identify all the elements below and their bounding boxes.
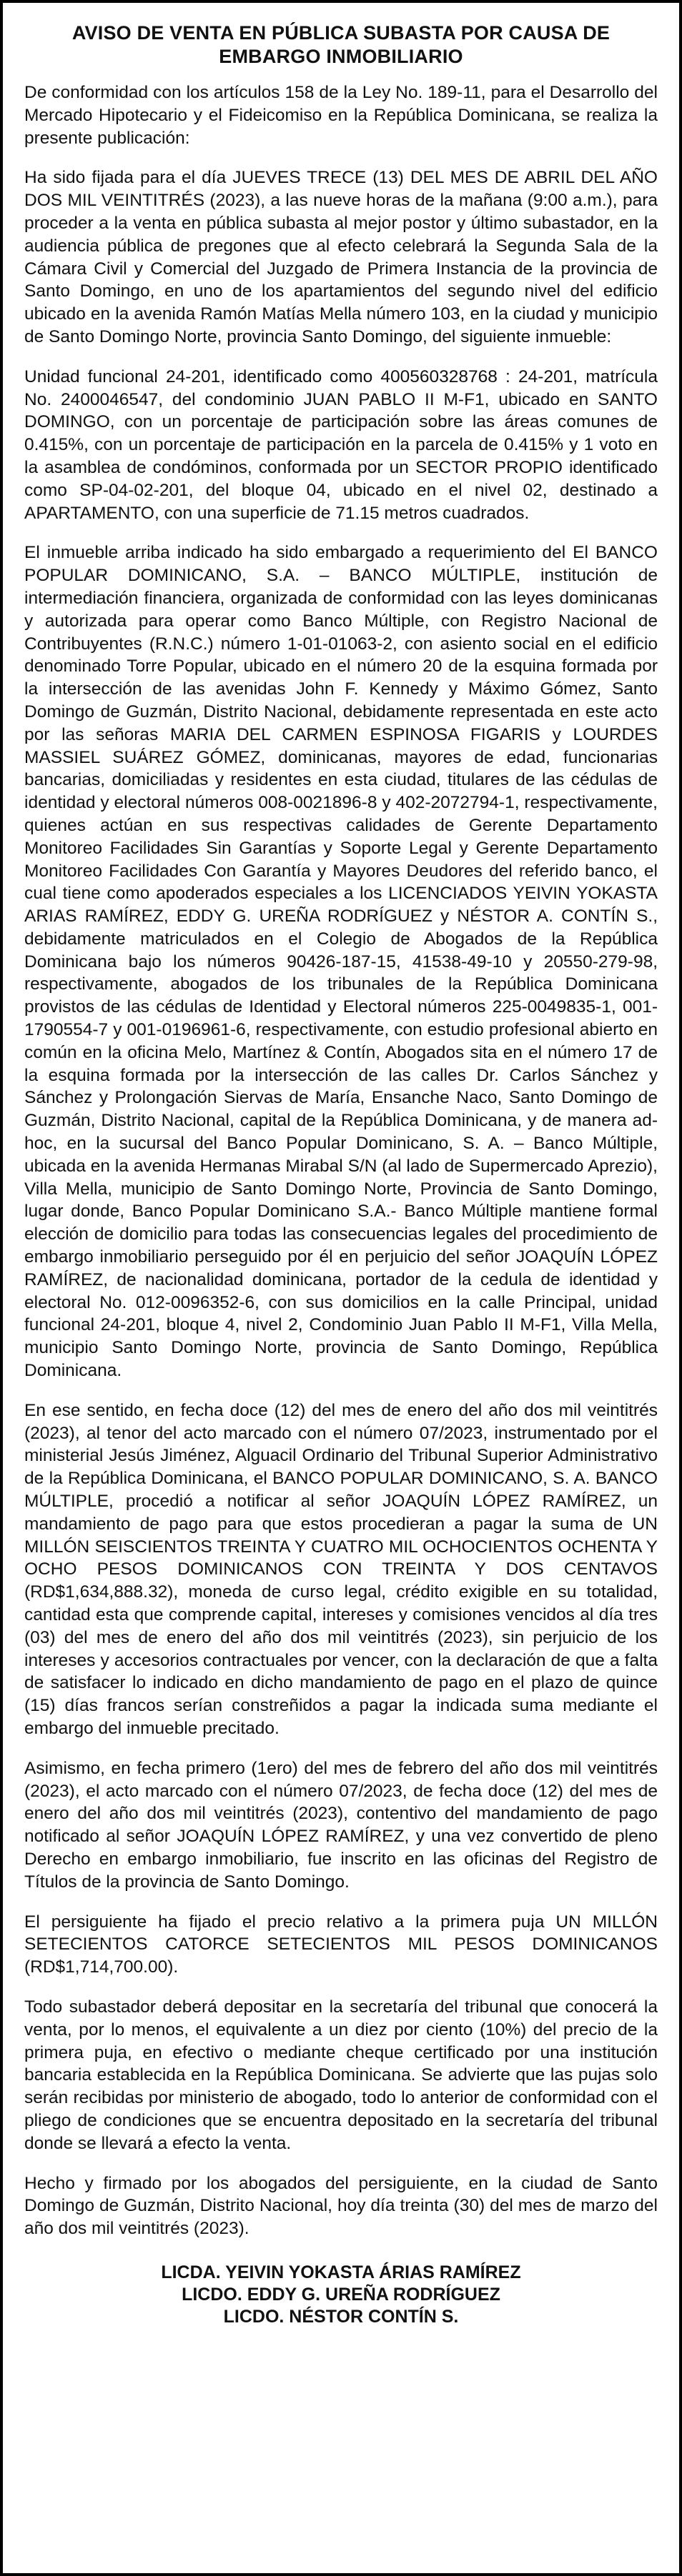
notice-title: AVISO DE VENTA EN PÚBLICA SUBASTA POR CAUSA DE EMBARGO INMOBILIARIO bbox=[71, 22, 611, 67]
signature-block bbox=[24, 2262, 658, 2328]
paragraph-registration: Asimismo, en fecha primero (1ero) del mes de febrero del año dos mil veintitrés (2023), el acto marcado con el número 07/2023, de fecha doce (12) del mes de enero del año dos mil veintitrés (2023), contentivo del mandamiento de pago notificado al señor JOAQUÍN LÓPEZ RAMÍREZ, y una vez convertido de pleno Derecho en embargo inmobiliario, fue inscrito en las oficinas del Registro de Títulos de la provincia de Santo Domingo. bbox=[24, 1758, 658, 1892]
paragraph-seizing-party: El inmueble arriba indicado ha sido embargado a requerimiento del El BANCO POPULAR DOMINICANO, S.A. – BANCO MÚLTIPLE, institución de intermediación financiera, organizada de conformidad con las leyes dominicanas y autorizada para operar como Banco Múltiple, con Registro Nacional de Contribuyentes (R.N.C.) número 1-01-01063-2, con asiento social en el edificio denominado Torre Popular, ubicado en el número 20 de la esquina formada por la intersección de las avenidas John F. Kennedy y Máximo Gómez, Santo Domingo de Guzmán, Distrito Nacional, debidamente representada en este acto por las señoras MARIA DEL CARMEN ESPINOSA FIGARIS y LOURDES MASSIEL SUÁREZ GÓMEZ, dominicanas, mayores de edad, funcionarias bancarias, domiciliadas y residentes en esta ciudad, titulares de las cédulas de identidad y electoral números 008-0021896-8 y 402-2072794-1, respectivamente, quienes actúan en sus respectivas calidades de Gerente Departamento Monitoreo Facilidades Sin Garantías y Soporte Legal y Gerente Departamento Monitoreo Facilidades Con Garantía y Mayores Deudores del referido banco, el cual tiene como apoderados especiales a los LICENCIADOS YEIVIN YOKASTA ARIAS RAMÍREZ, EDDY G. UREÑA RODRÍGUEZ y NÉSTOR A. CONTÍN S., debidamente matriculados en el Colegio de Abogados de la República Dominicana bajo los números 90426-187-15, 41538-49-10 y 20550-279-98, respectivamente, abogados de los tribunales de la República Dominicana provistos de las cédulas de Identidad y Electoral números 225-0049835-1, 001-1790554-7 y 001-0196961-6, respectivamente, con estudio profesional abierto en común en la oficina Melo, Martínez & Contín, Abogados sita en el número 17 de la esquina formada por la intersección de las calles Dr. Carlos Sánchez y Sánchez y Prolongación Siervas de María, Ensanche Naco, Santo Domingo de Guzmán, Distrito Nacional, capital de la República Dominicana, y de manera ad-hoc, en la sucursal del Banco Popular Dominicano, S. A. – Banco Múltiple, ubicada en la avenida Hermanas Mirabal S/N (al lado de Supermercado Aprezio), Villa Mella, municipio de Santo Domingo Norte, Provincia de Santo Domingo, lugar donde, Banco Popular Dominicano S.A.- Banco Múltiple mantiene formal elección de domicilio para todas las consecuencias legales del procedimiento de embargo inmobiliario perseguido por él en perjuicio del señor JOAQUÍN LÓPEZ RAMÍREZ, de nacionalidad dominicana, portador de la cedula de identidad y electoral No. 012-0096352-6, con sus domicilios en la calle Principal, unidad funcional 24-201, bloque 4, nivel 2, Condominio Juan Pablo II M-F1, Villa Mella, municipio Santo Domingo Norte, provincia de Santo Domingo, República Dominicana. bbox=[24, 543, 658, 1381]
paragraph-starting-price: El persiguiente ha fijado el precio relativo a la primera puja UN MILLÓN SETECIENTOS CATORCE SETECIENTOS MIL PESOS DOMINICANOS (RD$1,714,700.00). bbox=[24, 1912, 658, 1977]
signature-name: LICDA. YEIVIN YOKASTA ÁRIAS RAMÍREZ bbox=[161, 2262, 521, 2282]
paragraph-payment-order: En ese sentido, en fecha doce (12) del mes de enero del año dos mil veintitrés (2023), al tenor del acto marcado con el número 07/2023, instrumentado por el ministerial Jesús Jiménez, Alguacil Ordinario del Tribunal Superior Administrativo de la República Dominicana, el BANCO POPULAR DOMINICANO, S. A. BANCO MÚLTIPLE, procedió a notificar al señor JOAQUÍN LÓPEZ RAMÍREZ, un mandamiento de pago para que estos procedieran a pagar la suma de UN MILLÓN SEISCIENTOS TREINTA Y CUATRO MIL OCHOCIENTOS OCHENTA Y OCHO PESOS DOMINICANOS CON TREINTA Y DOS CENTAVOS (RD$1,634,888.32), moneda de curso legal, crédito exigible en su totalidad, cantidad esta que comprende capital, intereses y comisiones vencidos al día tres (03) del mes de enero del año dos mil veintitrés (2023), sin perjuicio de los intereses y accesorios contractuales por vencer, con la declaración de que a falta de satisfacer lo indicado en dicho mandamiento de pago en el plazo de quince (15) días francos serían constreñidos a pagar la indicada suma mediante el embargo del inmueble precitado. bbox=[24, 1400, 658, 1738]
paragraph-legal-basis: De conformidad con los artículos 158 de la Ley No. 189-11, para el Desarrollo del Mercado Hipotecario y el Fideicomiso en la República Dominicana, se realiza la presente publicación: bbox=[24, 83, 658, 148]
signature-name: LICDO. EDDY G. UREÑA RODRÍGUEZ bbox=[182, 2284, 500, 2305]
signature-name: LICDO. NÉSTOR CONTÍN S. bbox=[223, 2306, 459, 2327]
paragraph-signing-place-date: Hecho y firmado por los abogados del persiguiente, en la ciudad de Santo Domingo de Guzmán, Distrito Nacional, hoy día treinta (30) del mes de marzo del año dos mil veintitrés (2023). bbox=[24, 2173, 658, 2239]
paragraph-auction-date: Ha sido fijada para el día JUEVES TRECE (13) DEL MES DE ABRIL DEL AÑO DOS MIL VEINTITRÉS (2023), a las nueve horas de la mañana (9:00 a.m.), para proceder a la venta en pública subasta al mejor postor y último subastador, en la audiencia pública de pregones que al efecto celebrará la Segunda Sala de la Cámara Civil y Comercial del Juzgado de Primera Instancia de la provincia de Santo Domingo, en uno de los apartamientos del segundo nivel del edificio ubicado en la avenida Ramón Matías Mella número 103, en la ciudad y municipio de Santo Domingo Norte, provincia Santo Domingo, del siguiente inmueble: bbox=[24, 168, 658, 346]
paragraph-property-description: Unidad funcional 24-201, identificado como 400560328768 : 24-201, matrícula No. 2400046547, del condominio JUAN PABLO II M-F1, ubicado en SANTO DOMINGO, con un porcentaje de participación sobre las áreas comunes de 0.415%, con un porcentaje de participación en la parcela de 0.415% y 1 voto en la asamblea de condóminos, conformada por un SECTOR PROPIO identificado como SP-04-02-201, del bloque 04, ubicado en el nivel 02, destinado a APARTAMENTO, con una superficie de 71.15 metros cuadrados. bbox=[24, 366, 658, 523]
paragraph-deposit-conditions: Todo subastador deberá depositar en la secretaría del tribunal que conocerá la venta, por lo menos, el equivalente a un diez por ciento (10%) del precio de la primera puja, en efectivo o mediante cheque certificado por una institución bancaria establecida en la República Dominicana. Se advierte que las pujas solo serán recibidas por ministerio de abogado, todo lo anterior de conformidad con el pliego de condiciones que se encuentra depositado en la secretaría del tribunal donde se llevará a efecto la venta. bbox=[24, 1997, 658, 2153]
